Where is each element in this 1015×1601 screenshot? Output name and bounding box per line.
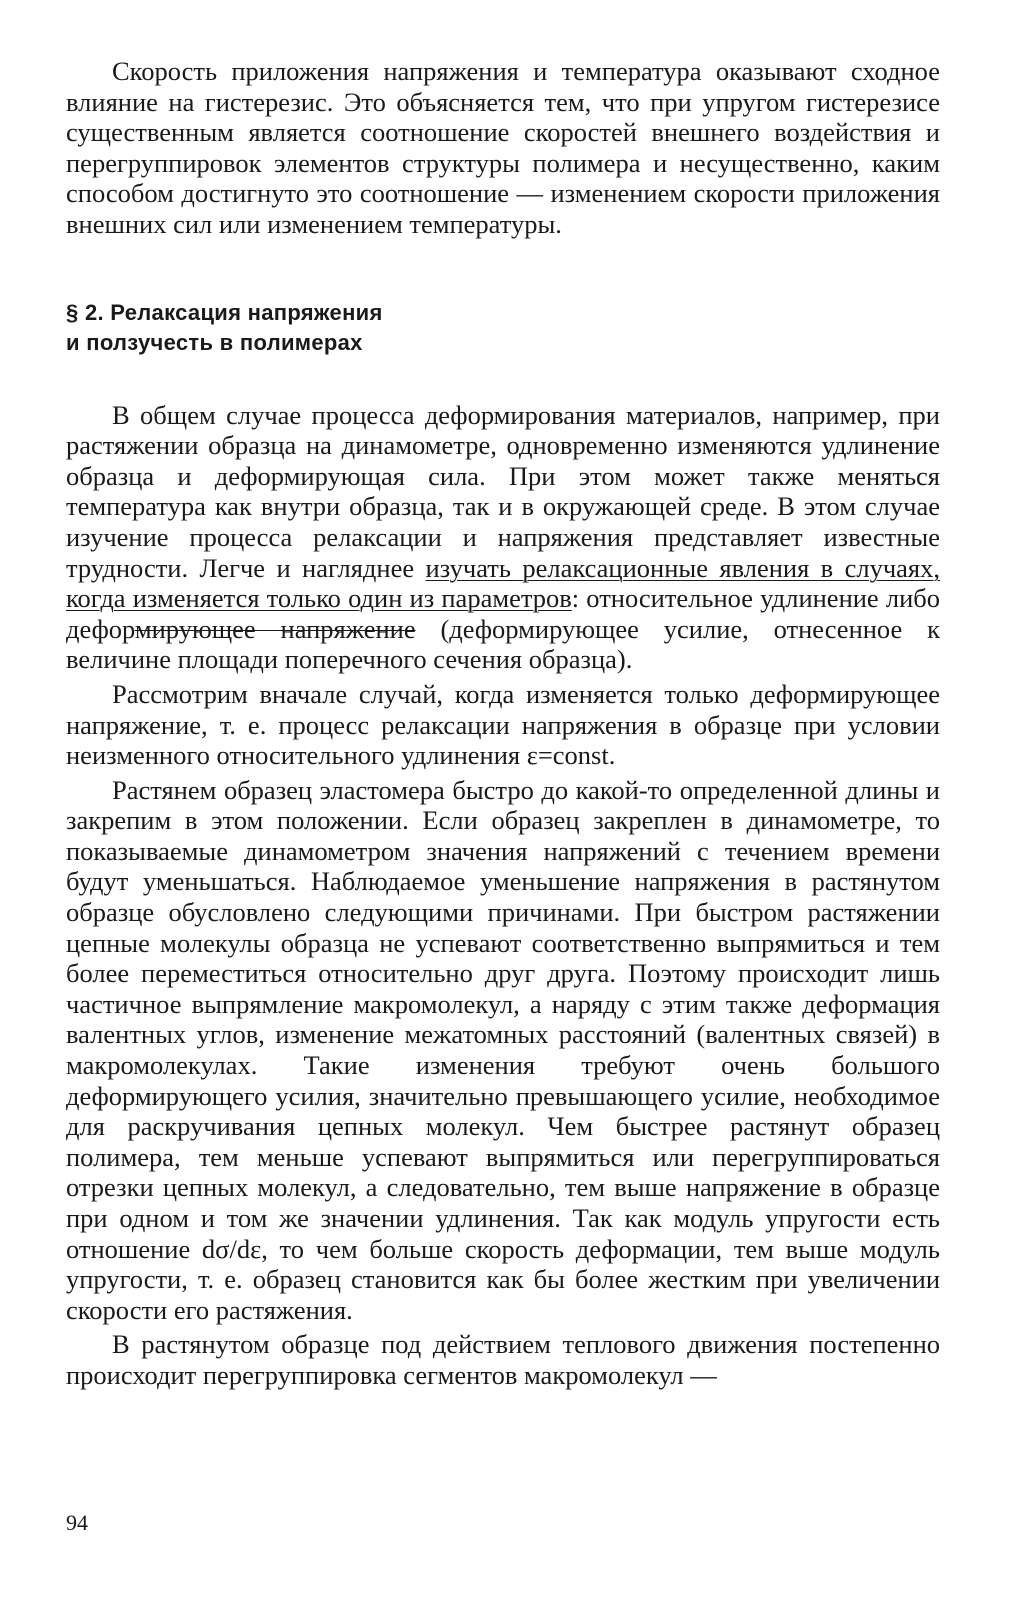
section-heading-line-1: § 2. Релаксация напряжения: [66, 299, 383, 325]
paragraph-1-text-b: : относительное удлинение либо дефор: [66, 583, 940, 644]
page-number: 94: [66, 1510, 88, 1535]
paragraph-1-text-c: (деформирующее усилие, отнесенное к величине площади поперечного сечения образца).: [66, 613, 941, 675]
paragraph-1-text-a: В общем случае процесса деформирования материалов, например, при растяжении образца на динамометре, одновременно изменяются удлинение образца и деформирующая сила. При этом может также меняться температура как внутри образца, так и в окружающей среде. В этом случае изучение процесса релаксации и напряжения представляет известные трудности. Легче и нагляднее: [66, 399, 940, 583]
handwritten-strikethrough-text: мирующее напряжение: [134, 613, 416, 644]
intro-paragraph: Скорость приложения напряжения и температура оказывают сходное влияние на гистерезис. Это объясняется тем, что при упругом гистерезисе существенным является соотношение скоростей внешнего воздействия и перегруппировок элементов структуры полимера и несущественно, каким способом достигнуто это соотношение — изменением скорости приложения внешних сил или изменением температуры.: [66, 56, 940, 239]
document-page: [66, 56, 940, 1391]
section-heading-line-2: и ползучесть в полимерах: [66, 329, 363, 355]
body-paragraph-4: В растянутом образце под действием теплового движения постепенно происходит перегруппировка сегментов макромолекул —: [66, 1329, 940, 1390]
handwritten-underline-text: изучать релаксационные явления в случаях, когда изменяется только один из параметров: [66, 552, 940, 614]
body-paragraph-3: Растянем образец эластомера быстро до какой-то определенной длины и закрепим в этом положении. Если образец закреплен в динамометре, то показываемые динамометром значения напряжений с течением времени будут уменьшаться. Наблюдаемое уменьшение напряжения в растянутом образце обусловлено следующими причинами. При быстром растяжении цепные молекулы образца не успевают соответственно выпрямиться и тем более переместиться относительно друг друга. Поэтому происходит лишь частичное выпрямление макромолекул, а наряду с этим также деформация валентных углов, изменение межатомных расстояний (валентных связей) в макромолекулах. Такие изменения требуют очень большого деформирующего усилия, значительно превышающего усилие, необходимое для раскручивания цепных молекул. Чем быстрее растянут образец полимера, тем меньше успевают выпрямиться или перегруппироваться отрезки цепных молекул, а следовательно, тем выше напряжение в образце при одном и том же значении удлинения. Так как модуль упругости есть отношение dσ/dε, то чем больше скорость деформации, тем выше модуль упругости, т. е. образец становится как бы более жестким при увеличении скорости его растяжения.: [66, 774, 940, 1325]
section-heading: [66, 298, 940, 358]
body-paragraph-2: Рассмотрим вначале случай, когда изменяется только деформирующее напряжение, т. е. процесс релаксации напряжения в образце при условии неизменного относительного удлинения ε=const.: [66, 678, 940, 771]
body-paragraph-1: [66, 400, 940, 675]
